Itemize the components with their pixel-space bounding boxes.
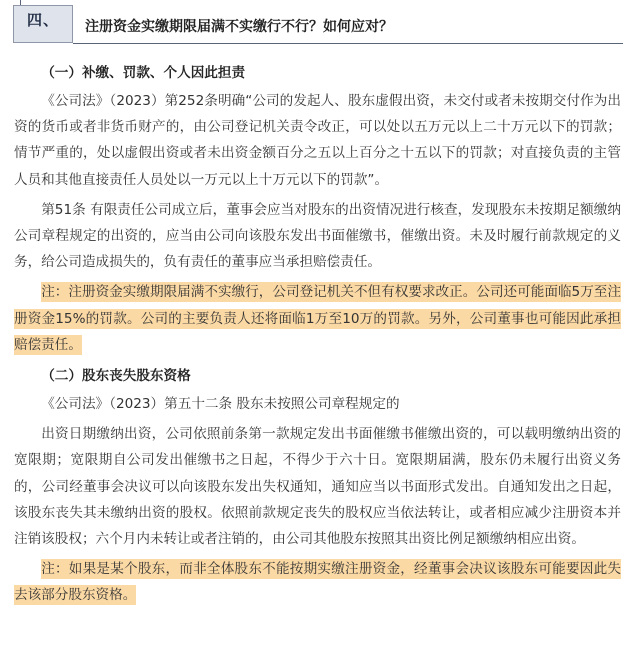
section-title: 注册资金实缴期限届满不实缴行不行？如何应对？ (85, 19, 393, 35)
section-header (0, 0, 637, 46)
subsection-heading-2: （二）股东丧失股东资格 (41, 368, 191, 385)
note-highlight-1: 注：注册资金实缴期限届满不实缴行，公司登记机关不但有权要求改正。公司还可能面临5万至注册资金15%的罚款。公司的主要负责人还将面临1万至10万的罚款。另外，公司董事也可能因此承担赔偿责任。 (14, 284, 621, 353)
header-underline (73, 43, 623, 44)
section-number: 四、 (26, 11, 59, 29)
law-paragraph-252: 《公司法》（2023）第252条明确“公司的发起人、股东虚假出资，未交付或者未按期交付作为出资的货币或者非货币财产的，由公司登记机关责令改正，可以处以五万元以上二十万元以下的罚款；情节严重的，处以虚假出资或者未出资金额百分之五以上百分之十五以下的罚款；对直接负责的主管人员和其他直接责任人员处以一万元以上十万元以下的罚款”。 (14, 93, 621, 188)
note-highlight-2: 注：如果是某个股东，而非全体股东不能按期实缴注册资金，经董事会决议该股东可能要因此失去该部分股东资格。 (14, 561, 621, 604)
law-paragraph-52: 出资日期缴纳出资，公司依照前条第一款规定发出书面催缴书催缴出资的，可以载明缴纳出资的宽限期；宽限期自公司发出催缴书之日起，不得少于六十日。宽限期届满，股东仍未履行出资义务的，公司经董事会决议可以向该股东发出失权通知，通知应当以书面形式发出。自通知发出之日起，该股东丧失其未缴纳出资的股权。依照前款规定丧失的股权应当依法转让，或者相应减少注册资本并注销该股权；六个月内未转让或者注销的，由公司其他股东按照其出资比例足额缴纳相应出资。 (14, 426, 621, 548)
note-paragraph-2 (14, 556, 621, 608)
subsection-heading-1: （一）补缴、罚款、个人因此担责 (41, 65, 246, 81)
note-paragraph-1 (14, 279, 621, 358)
law-paragraph-51: 第51条 有限责任公司成立后，董事会应当对股东的出资情况进行核查，发现股东未按期足额缴纳公司章程规定的出资的，应当由公司向该股东发出书面催缴书，催缴出资。未及时履行前款规定的义务，给公司造成损失的，负有责任的董事应当承担赔偿责任。 (14, 201, 621, 271)
law-title-52: 《公司法》（2023）第五十二条 股东未按照公司章程规定的 (41, 396, 400, 413)
article-body (14, 59, 621, 609)
